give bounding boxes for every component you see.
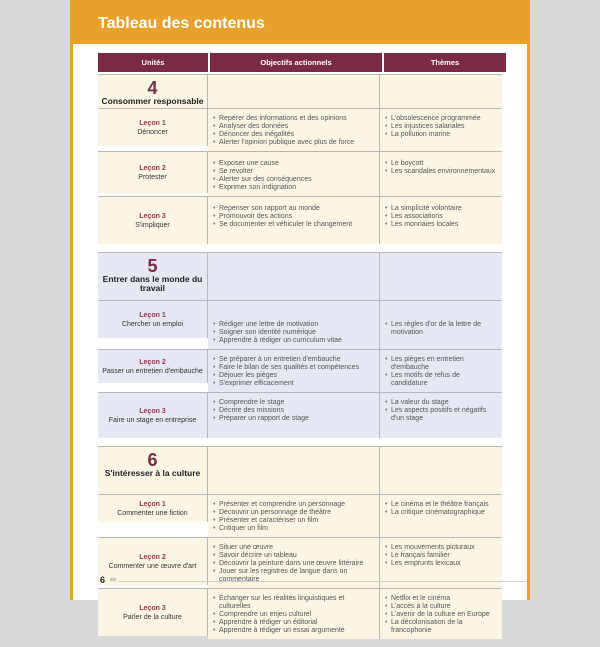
table-row	[98, 588, 506, 639]
table-row	[98, 494, 506, 537]
objectives-list	[208, 350, 379, 392]
unit-title: S'intéresser à la culture	[104, 468, 201, 478]
lesson-title: Commenter une fiction	[117, 509, 188, 517]
objective-item: • Savoir décrire un tableau	[213, 552, 375, 560]
theme-item: • Les monnaies locales	[385, 221, 498, 229]
objective-item: • S'exprimer efficacement	[213, 380, 375, 388]
themes-list	[380, 538, 502, 572]
header-bar	[73, 0, 527, 44]
unit-heading	[98, 446, 208, 494]
themes-cell	[380, 108, 502, 151]
objective-item: • Préparer un rapport de stage	[213, 415, 375, 423]
objectives-cell	[208, 392, 380, 438]
theme-item: • Les aspects positifs et négatifs d'un stage	[385, 407, 498, 423]
lesson-label: Leçon 1	[139, 500, 166, 508]
unit-heading	[98, 252, 208, 300]
objectives-cell	[208, 349, 380, 392]
objectives-cell-empty	[208, 74, 380, 108]
objective-item: • Se documenter et véhiculer le changement	[213, 221, 375, 229]
objective-item: • Apprendre à rédiger un éditorial	[213, 619, 375, 627]
themes-list	[380, 152, 502, 180]
lesson-title: Parler de la culture	[123, 613, 182, 621]
lesson-title: S'impliquer	[135, 221, 170, 229]
lesson-label: Leçon 3	[139, 212, 166, 220]
objective-item: • Apprendre à rédiger un essai argumenté	[213, 627, 375, 635]
objectives-cell	[208, 151, 380, 196]
objective-item: • Présenter et comprendre un personnage	[213, 501, 375, 509]
lesson-label: Leçon 2	[139, 358, 166, 366]
objectives-list	[208, 109, 379, 151]
objective-item: • Jouer sur les registres de langue dans un commentaire	[213, 568, 375, 584]
objective-item: • Comprendre un enjeu culturel	[213, 611, 375, 619]
objective-item: • Se révolter	[213, 168, 375, 176]
objective-item: • Rédiger une lettre de motivation	[213, 321, 375, 329]
lesson-cell	[98, 494, 208, 522]
lesson-cell	[98, 349, 208, 383]
lesson-cell	[98, 588, 208, 636]
lesson-cell	[98, 300, 208, 338]
table-row	[98, 349, 506, 392]
theme-item: • Les pièges en entretien d'embauche	[385, 356, 498, 372]
unit-number: 4	[147, 78, 158, 98]
objectives-list	[208, 197, 379, 233]
theme-item: • Les scandales environnementaux	[385, 168, 498, 176]
unit-title: Entrer dans le monde du travail	[102, 274, 203, 293]
theme-item: • L'accès à la culture	[385, 603, 498, 611]
themes-list	[380, 197, 502, 233]
theme-item: • Le cinéma et le théâtre français	[385, 501, 498, 509]
themes-cell-empty	[380, 74, 502, 108]
objective-item: • Situer une œuvre	[213, 544, 375, 552]
objectives-cell-empty	[208, 252, 380, 300]
themes-cell	[380, 392, 502, 438]
theme-item: • La décolonisation de la francophonie	[385, 619, 498, 635]
lesson-title: Faire un stage en entreprise	[108, 416, 197, 424]
lesson-cell	[98, 196, 208, 244]
objective-item: • Déjouer les pièges	[213, 372, 375, 380]
objective-item: • Repenser son rapport au monde	[213, 205, 375, 213]
unit-block	[98, 252, 506, 438]
lesson-cell	[98, 108, 208, 146]
theme-item: • Les mouvements picturaux	[385, 544, 498, 552]
unit-header-row	[98, 446, 506, 494]
objectives-list	[208, 393, 379, 427]
unit-header-row	[98, 252, 506, 300]
objective-item: • Alerter sur des conséquences	[213, 176, 375, 184]
lesson-label: Leçon 3	[139, 407, 166, 415]
objectives-list	[208, 301, 379, 349]
lesson-cell	[98, 392, 208, 438]
objective-item: • Promouvoir des actions	[213, 213, 375, 221]
column-header-themes: Thèmes	[384, 53, 506, 72]
units-container	[98, 74, 506, 639]
theme-item: • Les motifs de refus de candidature	[385, 372, 498, 388]
objectives-cell	[208, 108, 380, 151]
theme-item: • La simplicité volontaire	[385, 205, 498, 213]
theme-item: • Les injustices salariales	[385, 123, 498, 131]
lesson-label: Leçon 1	[139, 311, 166, 319]
lesson-label: Leçon 1	[139, 119, 166, 127]
unit-number: 6	[147, 450, 158, 470]
page	[70, 0, 530, 634]
unit-title: Consommer responsable	[101, 96, 204, 106]
objective-item: • Critiquer un film	[213, 525, 375, 533]
theme-item: • La valeur du stage	[385, 399, 498, 407]
objective-item: • Découvrir un personnage de théâtre	[213, 509, 375, 517]
objective-item: • Comprendre le stage	[213, 399, 375, 407]
lesson-label: Leçon 2	[139, 553, 166, 561]
objectives-list	[208, 589, 379, 639]
table-row	[98, 196, 506, 244]
themes-cell	[380, 196, 502, 244]
objective-item: • Alerter l'opinion publique avec plus de force	[213, 139, 375, 147]
objective-item: • Exposer une cause	[213, 160, 375, 168]
theme-item: • Netflix et le cinéma	[385, 595, 498, 603]
lesson-title: Passer un entretien d'embauche	[102, 367, 203, 375]
objective-item: • Décrire des missions	[213, 407, 375, 415]
page-number: 6	[100, 575, 106, 585]
themes-cell	[380, 300, 502, 349]
themes-list	[380, 301, 502, 341]
objective-item: • Faire le bilan de ses qualités et compétences	[213, 364, 375, 372]
objectives-cell	[208, 494, 380, 537]
themes-list	[380, 393, 502, 427]
unit-block	[98, 74, 506, 244]
table-row	[98, 392, 506, 438]
lesson-label: Leçon 3	[139, 604, 166, 612]
footer-divider	[118, 581, 527, 582]
themes-cell	[380, 151, 502, 196]
objective-item: • Exprimer son indignation	[213, 184, 375, 192]
objective-item: • Découvrir la peinture dans une œuvre littéraire	[213, 560, 375, 568]
column-header-units: Unités	[98, 53, 208, 72]
theme-item: • La pollution marine	[385, 131, 498, 139]
page-title: Tableau des contenus	[98, 15, 265, 32]
theme-item: • Les règles d'or de la lettre de motivation	[385, 321, 498, 337]
objective-item: • Analyser des données	[213, 123, 375, 131]
objectives-list	[208, 495, 379, 537]
objective-item: • Présenter et caractériser un film	[213, 517, 375, 525]
theme-item: • Les emprunts lexicaux	[385, 560, 498, 568]
table-row	[98, 151, 506, 196]
themes-cell	[380, 349, 502, 392]
themes-list	[380, 109, 502, 143]
unit-number: 5	[147, 256, 158, 276]
contents-table	[98, 53, 506, 647]
objective-item: • Repérer des informations et des opinions	[213, 115, 375, 123]
theme-item: • Les associations	[385, 213, 498, 221]
table-row	[98, 108, 506, 151]
theme-item: • L'obsolescence programmée	[385, 115, 498, 123]
page-number-word: six	[110, 577, 117, 583]
lesson-cell	[98, 151, 208, 193]
lesson-label: Leçon 2	[139, 164, 166, 172]
themes-cell-empty	[380, 446, 502, 494]
lesson-title: Dénoncer	[137, 128, 168, 136]
unit-header-row	[98, 74, 506, 108]
table-row	[98, 300, 506, 349]
objective-item: • Soigner son identité numérique	[213, 329, 375, 337]
column-header-objectives: Objectifs actionnels	[210, 53, 382, 72]
themes-list	[380, 589, 502, 639]
objectives-list	[208, 152, 379, 196]
lesson-title: Protester	[138, 173, 167, 181]
objective-item: • Se préparer à un entretien d'embauche	[213, 356, 375, 364]
themes-cell	[380, 588, 502, 639]
unit-block	[98, 446, 506, 639]
objectives-cell	[208, 588, 380, 639]
table-header	[98, 53, 506, 72]
objectives-cell-empty	[208, 446, 380, 494]
objectives-cell	[208, 300, 380, 349]
theme-item: • Le français familier	[385, 552, 498, 560]
objective-item: • Dénoncer des inégalités	[213, 131, 375, 139]
themes-list	[380, 350, 502, 392]
objective-item: • Échanger sur les réalités linguistiques et culturelles	[213, 595, 375, 611]
objective-item: • Apprendre à rédiger un curriculum vitae	[213, 337, 375, 345]
theme-item: • Le boycott	[385, 160, 498, 168]
themes-cell-empty	[380, 252, 502, 300]
themes-list	[380, 495, 502, 521]
unit-heading	[98, 74, 208, 108]
objectives-cell	[208, 196, 380, 244]
theme-item: • L'avenir de la culture en Europe	[385, 611, 498, 619]
themes-cell	[380, 494, 502, 537]
theme-item: • La critique cinématographique	[385, 509, 498, 517]
lesson-title: Commenter une œuvre d'art	[108, 562, 197, 570]
lesson-title: Chercher un emploi	[121, 320, 184, 328]
